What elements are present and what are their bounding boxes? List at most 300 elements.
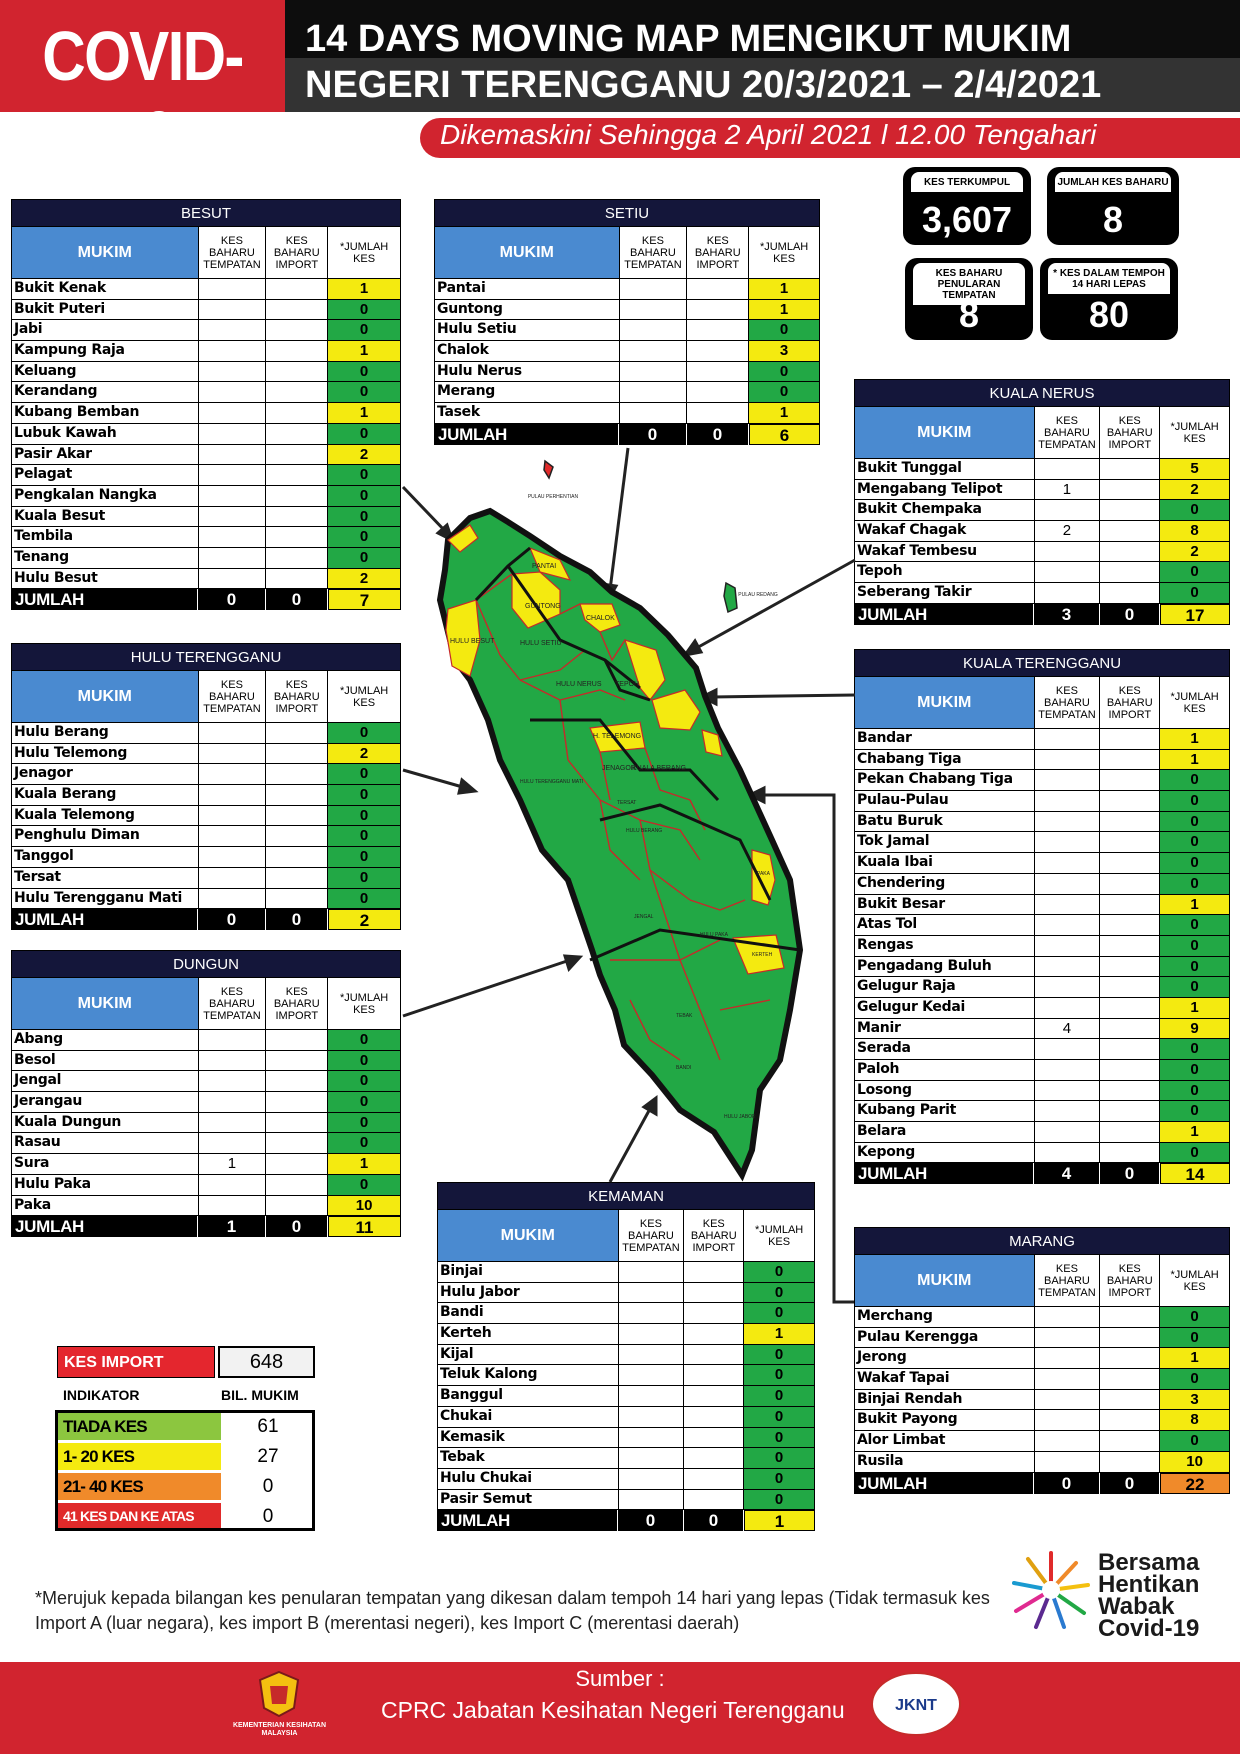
map-label: JENGAL	[634, 914, 654, 920]
mukim-name: Chabang Tiga	[855, 750, 1035, 770]
map-label: HULU BESUT	[450, 638, 495, 645]
jumlah-kes: 1	[749, 279, 820, 299]
jumlah-kes: 0	[1160, 1039, 1230, 1059]
jumlah-kes: 0	[1160, 583, 1230, 603]
mukim-name: Bukit Puteri	[12, 300, 199, 320]
mukim-name: Sura	[12, 1154, 199, 1174]
jumlah-kes: 0	[749, 362, 820, 382]
legend-row-tiada-kes	[55, 1413, 315, 1440]
total-jumlah: 17	[1160, 604, 1230, 625]
total-tempatan: 0	[198, 909, 266, 930]
map-label: HULU NERUS	[556, 681, 602, 688]
total-tempatan: 0	[1034, 1473, 1100, 1494]
jumlah-kes: 1	[1160, 750, 1230, 770]
mukim-name: Chalok	[435, 341, 620, 361]
col-tempatan: KES BAHARU TEMPATAN	[1035, 407, 1101, 459]
legend-label: 41 KES DAN KE ATAS	[55, 1503, 221, 1530]
jumlah-kes: 2	[328, 445, 401, 465]
legend-indikator-header: INDIKATOR	[63, 1387, 140, 1403]
table-title: HULU TERENGGANU	[11, 643, 401, 671]
covid-title: COVID-19	[42, 17, 243, 175]
jumlah-kes: 0	[1160, 1307, 1230, 1327]
mukim-name: Hulu Terengganu Mati	[12, 889, 199, 909]
mukim-name: Kijal	[438, 1345, 619, 1365]
map-label: JENAGOR	[602, 765, 636, 772]
arrow-kuala-terengganu	[712, 695, 855, 697]
jumlah-kes: 0	[1160, 770, 1230, 790]
map-label: TERSAT	[617, 800, 637, 806]
legend-value: 61	[221, 1413, 315, 1440]
jumlah-kes: 0	[328, 1030, 401, 1050]
mukim-name: Bandi	[438, 1303, 619, 1323]
mukim-name: Losong	[855, 1081, 1035, 1101]
map-pulau-perhentian	[544, 461, 553, 478]
total-jumlah: 14	[1160, 1163, 1230, 1184]
mukim-name: Kerandang	[12, 382, 199, 402]
map-label: HULU PAKA	[700, 932, 728, 938]
jumlah-kes: 2	[1160, 542, 1230, 562]
jumlah-kes: 10	[1160, 1452, 1230, 1472]
jumlah-kes: 0	[1160, 1081, 1230, 1101]
jumlah-kes: 0	[328, 868, 401, 888]
mukim-name: Bukit Tunggal	[855, 459, 1035, 479]
mukim-name: Penghulu Diman	[12, 826, 199, 846]
mukim-name: Banggul	[438, 1386, 619, 1406]
jumlah-kes: 1	[1160, 998, 1230, 1018]
mukim-name: Pulau Kerengga	[855, 1328, 1035, 1348]
total-import: 0	[687, 424, 749, 445]
col-jumlah: *JUMLAH KES	[744, 1210, 815, 1262]
jumlah-kes: 0	[749, 320, 820, 340]
total-import: 0	[266, 1216, 328, 1237]
mukim-name: Kubang Parit	[855, 1101, 1035, 1121]
jumlah-kes: 0	[1160, 832, 1230, 852]
mukim-name: Binjai	[438, 1262, 619, 1282]
table-title: KUALA NERUS	[854, 379, 1230, 407]
total-label: JUMLAH	[11, 589, 198, 610]
mukim-name: Hulu Chukai	[438, 1469, 619, 1489]
arrow-setiu	[610, 448, 628, 590]
mukim-name: Kuala Dungun	[12, 1113, 199, 1133]
total-tempatan: 0	[619, 424, 687, 445]
jumlah-kes: 10	[328, 1196, 401, 1216]
mukim-name: Teluk Kalong	[438, 1365, 619, 1385]
kes-tempatan: 2	[1035, 521, 1101, 541]
total-tempatan: 0	[618, 1510, 684, 1531]
map-label: PULAU PERHENTIAN	[527, 494, 579, 500]
mukim-name: Gelugur Kedai	[855, 998, 1035, 1018]
mukim-name: Chukai	[438, 1407, 619, 1427]
jumlah-kes: 0	[744, 1448, 815, 1468]
col-mukim: MUKIM	[12, 227, 199, 279]
mukim-name: Seberang Takir	[855, 583, 1035, 603]
jumlah-kes: 0	[328, 1175, 401, 1195]
footer-source: CPRC Jabatan Kesihatan Negeri Terengganu	[381, 1697, 845, 1723]
legend-row-21-40	[55, 1473, 315, 1500]
mukim-name: Tanggol	[12, 847, 199, 867]
col-import: KES BAHARU IMPORT	[684, 1210, 744, 1262]
mukim-name: Lubuk Kawah	[12, 424, 199, 444]
total-import: 0	[1100, 604, 1160, 625]
jumlah-kes: 0	[328, 806, 401, 826]
jumlah-kes: 0	[1160, 1101, 1230, 1121]
legend-label: TIADA KES	[55, 1413, 221, 1440]
jumlah-kes: 1	[749, 403, 820, 423]
jumlah-kes: 0	[1160, 1369, 1230, 1389]
jumlah-kes: 0	[328, 382, 401, 402]
mukim-name: Alor Limbat	[855, 1431, 1035, 1451]
brand-line: Bersama	[1098, 1549, 1200, 1576]
jumlah-kes: 1	[1160, 1348, 1230, 1368]
mukim-name: Pengkalan Nangka	[12, 486, 199, 506]
col-jumlah: *JUMLAH KES	[749, 227, 820, 279]
jumlah-kes: 0	[328, 424, 401, 444]
col-import: KES BAHARU IMPORT	[1100, 1255, 1160, 1307]
jumlah-kes: 0	[1160, 874, 1230, 894]
mukim-name: Bandar	[855, 729, 1035, 749]
col-tempatan: KES BAHARU TEMPATAN	[1035, 1255, 1101, 1307]
mukim-name: Jengal	[12, 1071, 199, 1091]
table-title: SETIU	[434, 199, 820, 227]
total-label: JUMLAH	[437, 1510, 618, 1531]
jknt-logo-icon	[868, 1670, 964, 1738]
mukim-name: Hulu Berang	[12, 723, 199, 743]
jumlah-kes: 0	[328, 889, 401, 909]
mukim-name: Mengabang Telipot	[855, 480, 1035, 500]
total-jumlah: 11	[328, 1216, 401, 1237]
jumlah-kes: 3	[749, 341, 820, 361]
total-tempatan: 3	[1034, 604, 1100, 625]
col-mukim: MUKIM	[12, 978, 199, 1030]
mukim-name: Kemasik	[438, 1428, 619, 1448]
mukim-name: Pelagat	[12, 465, 199, 485]
total-import: 0	[266, 589, 328, 610]
summary-value: 80	[1088, 294, 1130, 335]
brand-line: Covid-19	[1098, 1615, 1200, 1642]
mukim-name: Tersat	[12, 868, 199, 888]
col-import: KES BAHARU IMPORT	[266, 978, 328, 1030]
map-label: PANTAI	[532, 563, 557, 570]
jumlah-kes: 1	[744, 1324, 815, 1344]
jumlah-kes: 0	[328, 785, 401, 805]
jumlah-kes: 0	[328, 320, 401, 340]
col-import: KES BAHARU IMPORT	[266, 671, 328, 723]
mukim-name: Serada	[855, 1039, 1035, 1059]
jumlah-kes: 0	[744, 1490, 815, 1510]
jumlah-kes: 1	[749, 300, 820, 320]
col-tempatan: KES BAHARU TEMPATAN	[199, 978, 267, 1030]
total-import: 0	[1100, 1163, 1160, 1184]
mukim-name: Binjai Rendah	[855, 1390, 1035, 1410]
legend-label: 21- 40 KES	[55, 1473, 221, 1500]
jumlah-kes: 3	[1160, 1390, 1230, 1410]
col-mukim: MUKIM	[855, 1255, 1035, 1307]
jumlah-kes: 8	[1160, 521, 1230, 541]
jumlah-kes: 0	[328, 527, 401, 547]
jumlah-kes: 1	[1160, 895, 1230, 915]
mukim-name: Hulu Jabor	[438, 1283, 619, 1303]
jumlah-kes: 0	[328, 1071, 401, 1091]
jumlah-kes: 2	[1160, 480, 1230, 500]
total-import: 0	[266, 909, 328, 930]
arrow-head	[459, 780, 475, 793]
col-jumlah: *JUMLAH KES	[1160, 677, 1230, 729]
col-mukim: MUKIM	[435, 227, 620, 279]
summary-label: * KES DALAM TEMPOH 14 HARI LEPAS	[1048, 263, 1170, 294]
mukim-name: Bukit Kenak	[12, 279, 199, 299]
kes-tempatan: 4	[1035, 1019, 1101, 1039]
legend-row-1-20	[55, 1443, 315, 1470]
header-title-line2: NEGERI TERENGGANU 20/3/2021 – 2/4/2021	[305, 64, 1102, 106]
mukim-name: Pasir Semut	[438, 1490, 619, 1510]
table-title: KEMAMAN	[437, 1182, 815, 1210]
col-import: KES BAHARU IMPORT	[266, 227, 328, 279]
jumlah-kes: 0	[744, 1262, 815, 1282]
jumlah-kes: 1	[1160, 729, 1230, 749]
arrow-dungun	[403, 960, 570, 1016]
mukim-name: Pulau-Pulau	[855, 791, 1035, 811]
jumlah-kes: 0	[744, 1428, 815, 1448]
total-jumlah: 22	[1160, 1473, 1230, 1494]
col-import: KES BAHARU IMPORT	[1100, 677, 1160, 729]
arrow-hulu-terengganu	[403, 770, 466, 788]
mukim-name: Bukit Payong	[855, 1410, 1035, 1430]
jumlah-kes: 0	[1160, 957, 1230, 977]
summary-label: KES BAHARU PENULARAN TEMPATAN	[913, 263, 1025, 305]
footnote: *Merujuk kepada bilangan kes penularan tempatan yang dikesan dalam tempoh 14 hari yang lepas (Tidak termasuk kes Import A (luar negara), kes import B (merentasi negeri), kes Import C (merentasi daerah)	[35, 1588, 990, 1633]
jumlah-kes: 0	[328, 1133, 401, 1153]
mukim-name: Kuala Berang	[12, 785, 199, 805]
arrow-head	[644, 1098, 656, 1114]
map-label: BANDI	[676, 1065, 692, 1071]
mukim-name: Hulu Setiu	[435, 320, 620, 340]
mukim-name: Kampung Raja	[12, 341, 199, 361]
summary-value: 8	[1102, 199, 1124, 240]
map-label: KUALA BERANG	[632, 765, 687, 772]
mukim-name: Jerong	[855, 1348, 1035, 1368]
mukim-name: Pasir Akar	[12, 445, 199, 465]
total-label: JUMLAH	[854, 604, 1034, 625]
map-label: CHALOK	[586, 615, 615, 622]
legend-row-41-plus	[55, 1503, 315, 1530]
jumlah-kes: 0	[328, 507, 401, 527]
jumlah-kes: 0	[328, 723, 401, 743]
arrow-head	[565, 956, 580, 969]
mukim-name: Besol	[12, 1051, 199, 1071]
mukim-name: Merang	[435, 382, 620, 402]
mukim-name: Wakaf Tapai	[855, 1369, 1035, 1389]
jumlah-kes: 0	[328, 1113, 401, 1133]
summary-value: 3,607	[921, 199, 1013, 240]
mukim-name: Paloh	[855, 1060, 1035, 1080]
jumlah-kes: 0	[1160, 1143, 1230, 1163]
mukim-name: Tepoh	[855, 562, 1035, 582]
total-label: JUMLAH	[854, 1473, 1034, 1494]
total-label: JUMLAH	[854, 1163, 1034, 1184]
mukim-name: Guntong	[435, 300, 620, 320]
legend-value: 0	[221, 1503, 315, 1530]
total-jumlah: 6	[749, 424, 820, 445]
jumlah-kes: 0	[1160, 1060, 1230, 1080]
map-state-outline	[440, 511, 800, 1175]
mukim-name: Hulu Besut	[12, 569, 199, 589]
mukim-name: Wakaf Tembesu	[855, 542, 1035, 562]
jumlah-kes: 0	[328, 362, 401, 382]
jumlah-kes: 0	[744, 1283, 815, 1303]
total-jumlah: 7	[328, 589, 401, 610]
mukim-name: Jabi	[12, 320, 199, 340]
mukim-name: Pengadang Buluh	[855, 957, 1035, 977]
mukim-name: Kuala Besut	[12, 507, 199, 527]
col-jumlah: *JUMLAH KES	[1160, 1255, 1230, 1307]
jumlah-kes: 1	[1160, 1122, 1230, 1142]
legend-value: 27	[221, 1443, 315, 1470]
header-title-line1: 14 DAYS MOVING MAP MENGIKUT MUKIM	[305, 18, 1072, 60]
jumlah-kes: 1	[328, 403, 401, 423]
mukim-name: Gelugur Raja	[855, 977, 1035, 997]
jumlah-kes: 0	[328, 764, 401, 784]
col-tempatan: KES BAHARU TEMPATAN	[1035, 677, 1101, 729]
total-label: JUMLAH	[11, 909, 198, 930]
mukim-name: Rengas	[855, 936, 1035, 956]
map-label: PULAU REDANG	[738, 592, 778, 598]
jumlah-kes: 0	[744, 1407, 815, 1427]
jumlah-kes: 0	[744, 1469, 815, 1489]
map-label: TEPOH	[615, 681, 640, 688]
brand-slogan	[1098, 1549, 1200, 1642]
bersama-logo-icon	[1006, 1545, 1096, 1635]
col-jumlah: *JUMLAH KES	[328, 978, 401, 1030]
jumlah-kes: 0	[744, 1303, 815, 1323]
table-title: BESUT	[11, 199, 401, 227]
map-label: H. TELEMONG	[593, 733, 642, 740]
mukim-name: Abang	[12, 1030, 199, 1050]
map-label: HULU BERANG	[626, 828, 663, 834]
col-jumlah: *JUMLAH KES	[328, 227, 401, 279]
col-mukim: MUKIM	[438, 1210, 619, 1262]
mukim-name: Kubang Bemban	[12, 403, 199, 423]
jumlah-kes: 1	[328, 341, 401, 361]
jumlah-kes: 0	[328, 300, 401, 320]
table-title: MARANG	[854, 1227, 1230, 1255]
map-label: KERTEH	[752, 952, 773, 958]
brand-line: Wabak	[1098, 1593, 1175, 1620]
legend-bil-mukim-header: BIL. MUKIM	[221, 1387, 299, 1403]
total-label: JUMLAH	[11, 1216, 198, 1237]
col-mukim: MUKIM	[855, 407, 1035, 459]
mukim-name: Keluang	[12, 362, 199, 382]
col-mukim: MUKIM	[12, 671, 199, 723]
jumlah-kes: 0	[328, 548, 401, 568]
legend-value: 0	[221, 1473, 315, 1500]
jumlah-kes: 9	[1160, 1019, 1230, 1039]
mukim-name: Kepong	[855, 1143, 1035, 1163]
updated-text: Dikemaskini Sehingga 2 April 2021 l 12.00 Tengahari	[440, 119, 1097, 150]
col-jumlah: *JUMLAH KES	[1160, 407, 1230, 459]
kkm-text: KEMENTERIAN KESIHATAN MALAYSIA	[232, 1722, 327, 1737]
mukim-name: Pantai	[435, 279, 620, 299]
jumlah-kes: 8	[1160, 1410, 1230, 1430]
jumlah-kes: 1	[328, 1154, 401, 1174]
map-pulau-redang	[724, 583, 737, 612]
jumlah-kes: 0	[744, 1345, 815, 1365]
total-import: 0	[684, 1510, 744, 1531]
jumlah-kes: 2	[328, 744, 401, 764]
jumlah-kes: 1	[328, 279, 401, 299]
jumlah-kes: 0	[1160, 977, 1230, 997]
map-label: HULU TERENGGANU MATI	[520, 779, 584, 785]
mukim-name: Kuala Ibai	[855, 853, 1035, 873]
jumlah-kes: 0	[1160, 500, 1230, 520]
mukim-name: Kuala Telemong	[12, 806, 199, 826]
col-tempatan: KES BAHARU TEMPATAN	[620, 227, 688, 279]
kes-tempatan: 1	[1035, 480, 1101, 500]
map-label: TEBAK	[676, 1013, 693, 1019]
jumlah-kes: 0	[744, 1365, 815, 1385]
mukim-name: Bukit Besar	[855, 895, 1035, 915]
col-tempatan: KES BAHARU TEMPATAN	[199, 227, 267, 279]
mukim-name: Kerteh	[438, 1324, 619, 1344]
jumlah-kes: 0	[1160, 812, 1230, 832]
mukim-name: Tebak	[438, 1448, 619, 1468]
jumlah-kes: 0	[1160, 915, 1230, 935]
mukim-name: Paka	[12, 1196, 199, 1216]
jumlah-kes: 0	[328, 1092, 401, 1112]
total-tempatan: 4	[1034, 1163, 1100, 1184]
mukim-name: Wakaf Chagak	[855, 521, 1035, 541]
summary-label: KES TERKUMPUL	[911, 172, 1023, 192]
map-label: PAKA	[757, 871, 770, 877]
total-label: JUMLAH	[434, 424, 619, 445]
mukim-name: Atas Tol	[855, 915, 1035, 935]
total-import: 0	[1100, 1473, 1160, 1494]
legend-label: 1- 20 KES	[55, 1443, 221, 1470]
legend-import-value: 648	[218, 1346, 315, 1378]
jumlah-kes: 2	[328, 569, 401, 589]
mukim-name: Belara	[855, 1122, 1035, 1142]
jumlah-kes: 0	[328, 1051, 401, 1071]
jumlah-kes: 0	[1160, 1328, 1230, 1348]
mukim-name: Hulu Nerus	[435, 362, 620, 382]
mukim-name: Chendering	[855, 874, 1035, 894]
col-tempatan: KES BAHARU TEMPATAN	[199, 671, 267, 723]
col-import: KES BAHARU IMPORT	[1100, 407, 1160, 459]
mukim-name: Tembila	[12, 527, 199, 547]
jumlah-kes: 0	[1160, 936, 1230, 956]
legend-import-label: KES IMPORT	[57, 1346, 215, 1378]
footer-sumber: Sumber :	[575, 1666, 665, 1691]
arrow-besut	[403, 487, 447, 533]
brand-line: Hentikan	[1098, 1571, 1200, 1598]
jknt-text: JKNT	[895, 1697, 937, 1714]
map-label: HULU SETIU	[520, 640, 562, 647]
table-title: KUALA TERENGGANU	[854, 649, 1230, 677]
total-jumlah: 1	[744, 1510, 815, 1531]
total-tempatan: 0	[198, 589, 266, 610]
jumlah-kes: 0	[1160, 853, 1230, 873]
total-tempatan: 1	[198, 1216, 266, 1237]
map-label: GUNTONG	[525, 603, 561, 610]
jumlah-kes: 0	[328, 465, 401, 485]
arrow-kuala-nerus	[693, 560, 855, 650]
col-import: KES BAHARU IMPORT	[687, 227, 749, 279]
jumlah-kes: 0	[328, 847, 401, 867]
mukim-name: Pekan Chabang Tiga	[855, 770, 1035, 790]
arrow-kemaman	[610, 1107, 651, 1182]
arrow-head	[685, 641, 701, 655]
jumlah-kes: 0	[1160, 791, 1230, 811]
total-jumlah: 2	[328, 909, 401, 930]
